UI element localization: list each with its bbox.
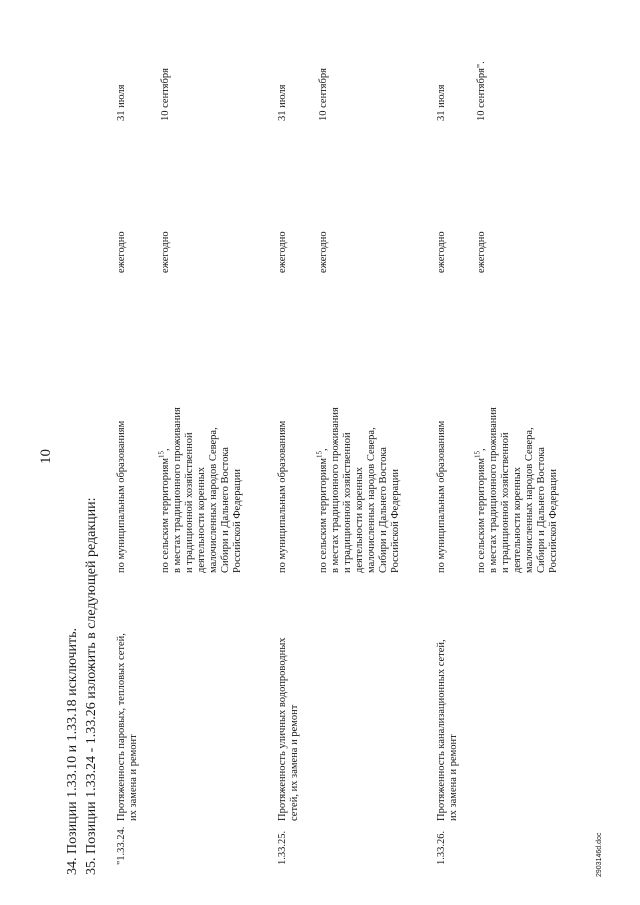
frequency: ежегодно [476,231,487,273]
frequency: ежегодно [277,231,288,273]
deadline: 10 сентября [160,68,171,121]
document-code: 2903146d.doc [596,832,603,877]
subitem-rural: по сельским территориям$^{15}$, в местах традиционного проживания и традиционной хозяйственной деятельности коренных малочисленных народов Севера, Сибири и Дальнего Востока Российской Федерации [157,407,243,573]
frequency: ежегодно [436,231,447,273]
subitem-rural: по сельским территориям$^{15}$, в местах традиционного проживания и традиционной хозяйственной деятельности коренных малочисленных народов Севера, Сибири и Дальнего Востока Российской Федерации [473,407,559,573]
subitem-rural: по сельским территориям$^{15}$, в местах традиционного проживания и традиционной хозяйственной деятельности коренных малочисленных народов Севера, Сибири и Дальнего Востока Российской Федерации [315,407,401,573]
subitem-municipal: по муниципальным образованиям [277,420,288,573]
page-number: 10 [38,449,54,464]
instruction-35: 35. Позиции 1.33.24 - 1.33.26 изложить в следующей редакции: [84,497,99,875]
deadline: 31 июля [116,84,127,121]
frequency: ежегодно [160,231,171,273]
frequency: ежегодно [318,231,329,273]
row-number-1-33-25: 1.33.25. [277,830,288,865]
deadline: 10 сентября [318,68,329,121]
footnote-ref: 15 [315,450,324,458]
footnote-ref: 15 [473,450,482,458]
row-number-1-33-26: 1.33.26. [436,830,447,865]
row-name-1-33-26: Протяженность канализационных сетей, их замена и ремонт [436,639,459,821]
subitem-municipal: по муниципальным образованиям [116,420,127,573]
subitem-municipal: по муниципальным образованиям [436,420,447,573]
deadline: 31 июля [277,84,288,121]
frequency: ежегодно [116,231,127,273]
deadline: 10 сентября". [476,61,487,121]
row-name-1-33-25: Протяженность уличных водопроводных сетей, их замена и ремонт [277,637,300,821]
deadline: 31 июля [436,84,447,121]
footnote-ref: 15 [157,450,166,458]
instruction-34: 34. Позиции 1.33.10 и 1.33.18 исключить. [65,627,80,875]
row-name-1-33-24: Протяженность паровых, тепловых сетей, их замена и ремонт [116,633,139,821]
row-number-1-33-24: "1.33.24. [116,826,127,865]
